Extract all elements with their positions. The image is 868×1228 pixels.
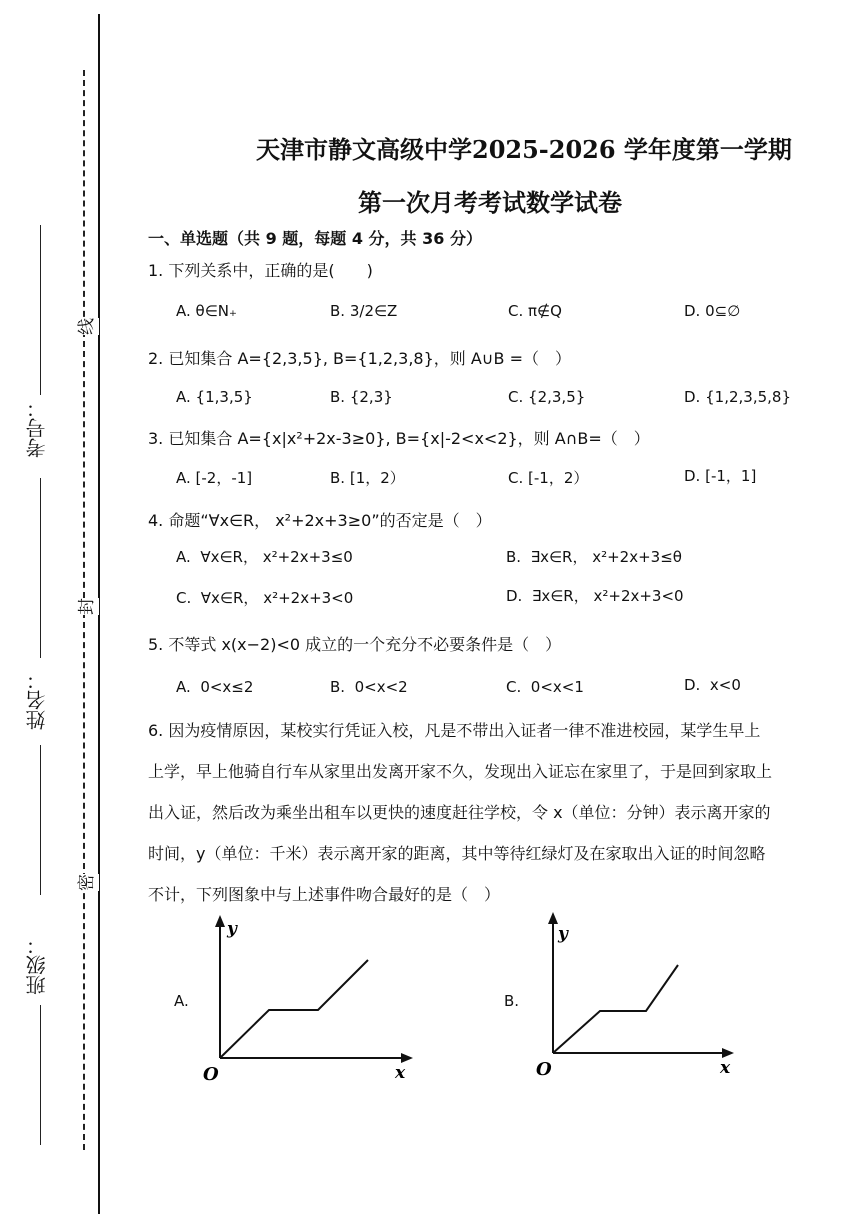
y-axis-label: y bbox=[227, 919, 237, 939]
option-c[interactable]: C. π∉Q bbox=[508, 302, 562, 320]
graph-a-label[interactable]: A. bbox=[174, 992, 189, 1010]
option-a[interactable]: A. ∀x∈R， x²+2x+3≤0 bbox=[176, 548, 353, 566]
question-number: 6. bbox=[148, 721, 164, 740]
exam-number-field[interactable] bbox=[40, 225, 41, 395]
graph-a-curve bbox=[220, 960, 368, 1058]
graph-b-curve bbox=[553, 965, 678, 1053]
exam-title: 天津市静文高级中学2025-2026 学年度第一学期 bbox=[256, 135, 792, 164]
name-field[interactable] bbox=[40, 745, 41, 895]
option-a[interactable]: A. 0<x≤2 bbox=[176, 678, 254, 696]
question-stem: 下列关系中，正确的是( ) bbox=[168, 261, 373, 280]
question-line: 不计，下列图象中与上述事件吻合最好的是（ ） bbox=[148, 885, 501, 904]
option-a[interactable]: A. [-2，-1] bbox=[176, 469, 253, 487]
seal-mark-xian: 线 bbox=[70, 318, 99, 335]
question-stem: 已知集合 A={2,3,5}, B={1,2,3,8}，则 A∪B =（ ） bbox=[168, 349, 571, 368]
question-number: 1. bbox=[148, 261, 164, 280]
option-b[interactable]: B. [1，2） bbox=[330, 469, 405, 487]
origin-label: O bbox=[203, 1064, 219, 1085]
graph-a bbox=[195, 910, 425, 1090]
class-label: 班级： bbox=[25, 935, 49, 995]
graph-b bbox=[528, 905, 758, 1085]
y-axis-arrow bbox=[548, 912, 558, 924]
question-number: 2. bbox=[148, 349, 164, 368]
option-b[interactable]: B. {2,3} bbox=[330, 388, 393, 406]
exam-subtitle: 第一次月考考试数学试卷 bbox=[358, 188, 622, 217]
question-number: 3. bbox=[148, 429, 164, 448]
option-b[interactable]: B. 0<x<2 bbox=[330, 678, 408, 696]
class-field[interactable] bbox=[40, 1005, 41, 1145]
exam-number-field-2[interactable] bbox=[40, 478, 41, 658]
seal-mark-mi: 密 bbox=[70, 874, 99, 891]
x-axis-label: x bbox=[720, 1058, 731, 1078]
option-b[interactable]: B. 3/2∈Z bbox=[330, 302, 398, 320]
option-c[interactable]: C. [-1，2） bbox=[508, 469, 589, 487]
question-line: 出入证，然后改为乘坐出租车以更快的速度赶往学校，令 x（单位：分钟）表示离开家的 bbox=[148, 803, 771, 822]
option-c[interactable]: C. {2,3,5} bbox=[508, 388, 586, 406]
option-d[interactable]: D. 0⊆∅ bbox=[684, 302, 741, 320]
option-c[interactable]: C. ∀x∈R， x²+2x+3<0 bbox=[176, 589, 354, 607]
question-stem: 已知集合 A={x|x²+2x-3≥0}, B={x|-2<x<2}，则 A∩B=（ ） bbox=[168, 429, 650, 448]
section-heading: 一、单选题（共 9 题，每题 4 分，共 36 分） bbox=[148, 229, 482, 248]
x-axis-arrow bbox=[401, 1053, 413, 1063]
question-line: 上学，早上他骑自行车从家里出发离开家不久，发现出入证忘在家里了，于是回到家取上 bbox=[148, 762, 773, 781]
y-axis-arrow bbox=[215, 915, 225, 927]
option-d[interactable]: D. ∃x∈R， x²+2x+3<0 bbox=[506, 587, 684, 605]
seal-mark-feng: 封 bbox=[70, 598, 99, 615]
graph-b-label[interactable]: B. bbox=[504, 992, 520, 1010]
question-stem: 不等式 x(x−2)<0 成立的一个充分不必要条件是（ ） bbox=[168, 635, 562, 654]
question-line: 时间，y（单位：千米）表示离开家的距离，其中等待红绿灯及在家取出入证的时间忽略 bbox=[148, 844, 766, 863]
x-axis-arrow bbox=[722, 1048, 734, 1058]
x-axis-label: x bbox=[395, 1063, 406, 1083]
option-c[interactable]: C. 0<x<1 bbox=[506, 678, 584, 696]
name-label: 姓名： bbox=[25, 670, 49, 730]
option-d[interactable]: D. {1,2,3,5,8} bbox=[684, 388, 791, 406]
question-number: 5. bbox=[148, 635, 164, 654]
exam-number-label: 考号： bbox=[25, 398, 49, 458]
option-a[interactable]: A. {1,3,5} bbox=[176, 388, 253, 406]
option-d[interactable]: D. x<0 bbox=[684, 676, 741, 694]
question-stem: 命题“∀x∈R， x²+2x+3≥0”的否定是（ ） bbox=[168, 511, 492, 530]
option-d[interactable]: D. [-1，1] bbox=[684, 467, 757, 485]
origin-label: O bbox=[536, 1059, 552, 1080]
option-b[interactable]: B. ∃x∈R， x²+2x+3≤θ bbox=[506, 548, 682, 566]
y-axis-label: y bbox=[558, 924, 568, 944]
question-line: 因为疫情原因，某校实行凭证入校，凡是不带出入证者一律不准进校园，某学生早上 bbox=[168, 721, 761, 740]
question-number: 4. bbox=[148, 511, 164, 530]
option-a[interactable]: A. θ∈N₊ bbox=[176, 302, 237, 320]
